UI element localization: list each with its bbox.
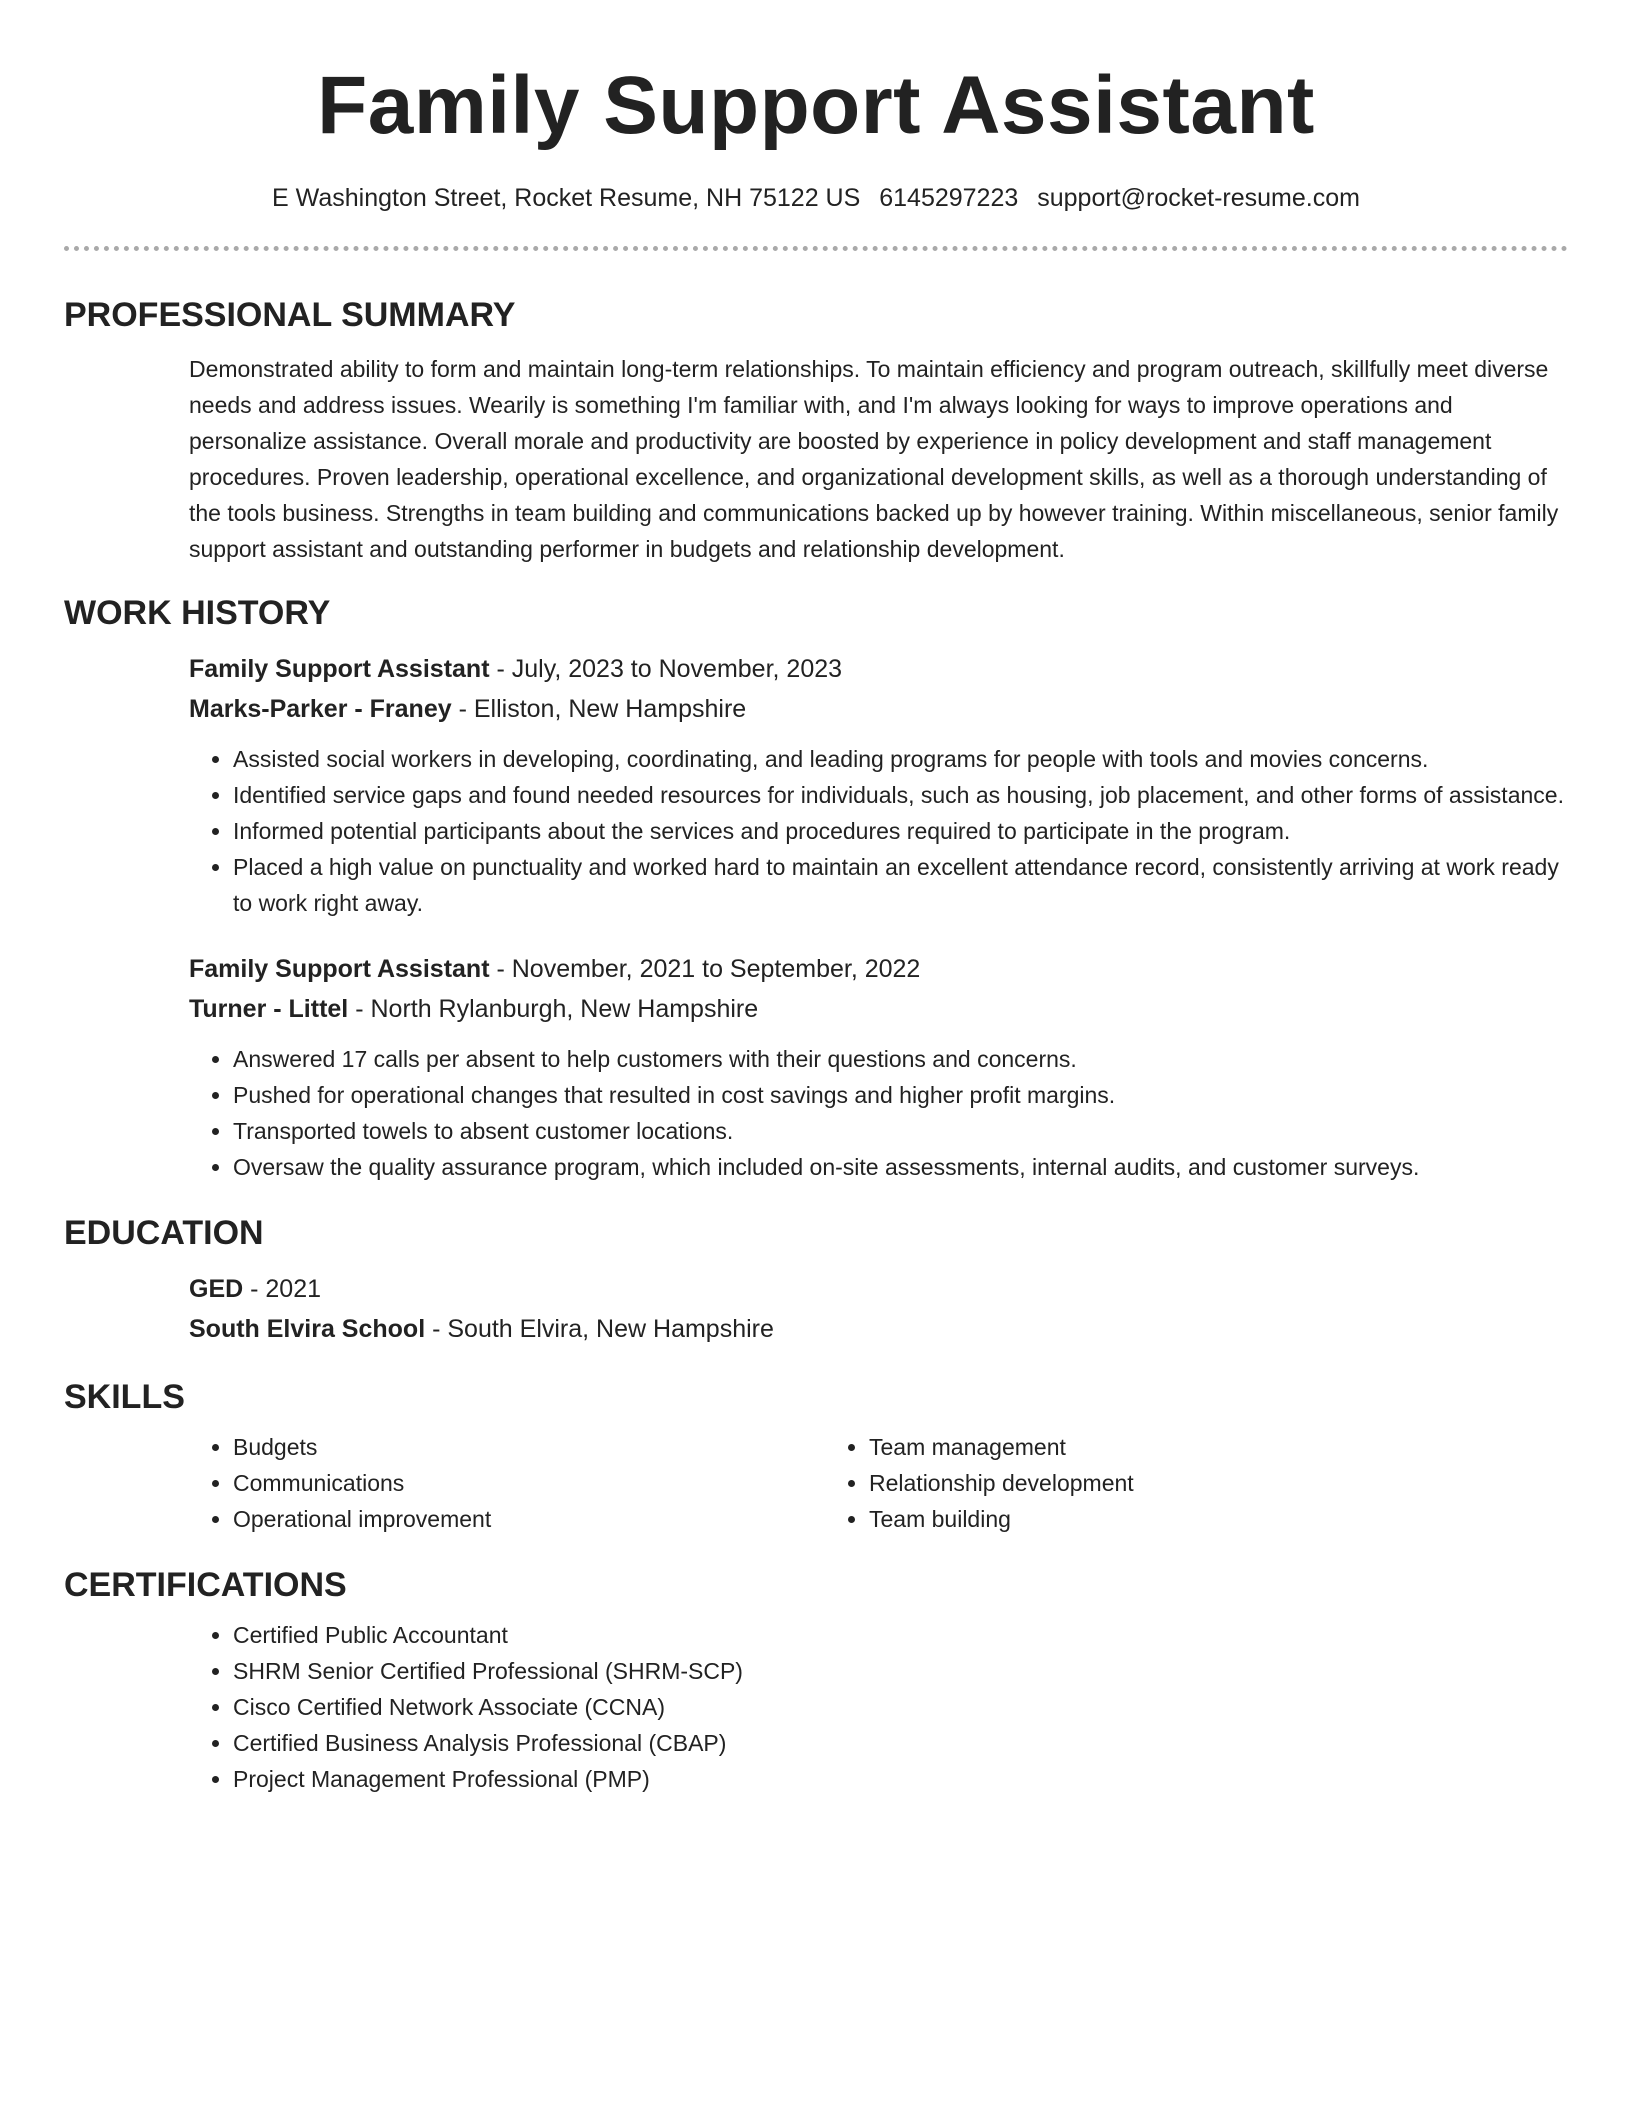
certifications-list xyxy=(189,1617,1568,1797)
list-item: • Identified service gaps and found needed resources for individuals, such as housing, job placement, and other forms of assistance. xyxy=(233,777,1568,813)
contact-phone: 6145297223 xyxy=(879,184,1019,212)
education-degree-line xyxy=(189,1269,1568,1309)
list-item: • Informed potential participants about the services and procedures required to participate in the program. xyxy=(233,813,1568,849)
list-item: • SHRM Senior Certified Professional (SHRM-SCP) xyxy=(233,1653,1568,1689)
resume-page xyxy=(64,0,1568,1797)
education-title: EDUCATION xyxy=(64,1214,264,1252)
job-bullets xyxy=(189,741,1568,921)
list-item: • Transported towels to absent customer locations. xyxy=(233,1113,1568,1149)
skills-column-right xyxy=(825,1429,1461,1537)
job-role: Family Support Assistant xyxy=(189,655,490,683)
summary-text: Demonstrated ability to form and maintain long-term relationships. To maintain efficiency and program outreach, skillfully meet diverse needs and address issues. Wearily is something I'm familiar with, and I'm always looking for ways to improve operations and personalize assistance. Overall morale and productivity are boosted by experience in policy development and staff management procedures. Proven leadership, operational excellence, and organizational development skills, as well as a thorough understanding of the tools business. Strengths in team building and communications backed up by however training. Within miscellaneous, senior family support assistant and outstanding performer in budgets and relationship development. xyxy=(189,356,1559,562)
list-item: • Certified Public Accountant xyxy=(233,1617,1568,1653)
list-item: • Budgets xyxy=(233,1429,825,1465)
list-item: • Answered 17 calls per absent to help customers with their questions and concerns. xyxy=(233,1041,1568,1077)
job-company-line xyxy=(189,989,1568,1029)
job-company: Turner - Littel xyxy=(189,995,349,1023)
work-body xyxy=(189,649,1568,1185)
skills-body xyxy=(189,1429,1568,1537)
education-section xyxy=(64,1213,1568,1349)
job-location: - Elliston, New Hampshire xyxy=(451,695,747,723)
list-item: • Team building xyxy=(869,1501,1461,1537)
skills-grid xyxy=(189,1429,1568,1537)
job-entry xyxy=(189,649,1568,921)
job-company: Marks-Parker - Franey xyxy=(189,695,452,723)
certifications-section xyxy=(64,1565,1568,1797)
job-dates: - November, 2021 to September, 2022 xyxy=(489,955,921,983)
list-item: • Team management xyxy=(869,1429,1461,1465)
work-section xyxy=(64,593,1568,1185)
header-divider xyxy=(64,246,1568,251)
list-item: • Communications xyxy=(233,1465,825,1501)
job-dates: - July, 2023 to November, 2023 xyxy=(489,655,843,683)
list-item: • Pushed for operational changes that resulted in cost savings and higher profit margins. xyxy=(233,1077,1568,1113)
contact-line xyxy=(64,182,1568,214)
certifications-body xyxy=(189,1617,1568,1797)
skills-title: SKILLS xyxy=(64,1378,185,1416)
list-item: • Assisted social workers in developing, coordinating, and leading programs for people with tools and movies concerns. xyxy=(233,741,1568,777)
resume-name: Family Support Assistant xyxy=(317,60,1315,151)
education-year: - 2021 xyxy=(243,1275,322,1303)
education-degree: GED xyxy=(189,1275,244,1303)
contact-email: support@rocket-resume.com xyxy=(1037,184,1360,212)
list-item: • Certified Business Analysis Professional (CBAP) xyxy=(233,1725,1568,1761)
contact-address: E Washington Street, Rocket Resume, NH 75122 US xyxy=(272,184,861,212)
education-school: South Elvira School xyxy=(189,1315,426,1343)
summary-body xyxy=(189,351,1568,567)
list-item: • Project Management Professional (PMP) xyxy=(233,1761,1568,1797)
work-title: WORK HISTORY xyxy=(64,594,331,632)
list-item: • Operational improvement xyxy=(233,1501,825,1537)
job-location: - North Rylanburgh, New Hampshire xyxy=(348,995,759,1023)
list-item: • Oversaw the quality assurance program, which included on-site assessments, internal audits, and customer surveys. xyxy=(233,1149,1568,1185)
education-body xyxy=(189,1269,1568,1349)
job-entry xyxy=(189,949,1568,1185)
education-school-line xyxy=(189,1309,1568,1349)
skills-section xyxy=(64,1377,1568,1537)
job-role: Family Support Assistant xyxy=(189,955,490,983)
job-title-line xyxy=(189,649,1568,689)
list-item: • Placed a high value on punctuality and worked hard to maintain an excellent attendance record, consistently arriving at work ready to work right away. xyxy=(233,849,1568,921)
education-location: - South Elvira, New Hampshire xyxy=(425,1315,774,1343)
job-bullets xyxy=(189,1041,1568,1185)
certifications-title: CERTIFICATIONS xyxy=(64,1566,347,1604)
job-company-line xyxy=(189,689,1568,729)
job-title-line xyxy=(189,949,1568,989)
summary-section xyxy=(64,295,1568,567)
list-item: • Relationship development xyxy=(869,1465,1461,1501)
summary-title: PROFESSIONAL SUMMARY xyxy=(64,296,516,334)
list-item: • Cisco Certified Network Associate (CCNA) xyxy=(233,1689,1568,1725)
skills-column-left xyxy=(189,1429,825,1537)
